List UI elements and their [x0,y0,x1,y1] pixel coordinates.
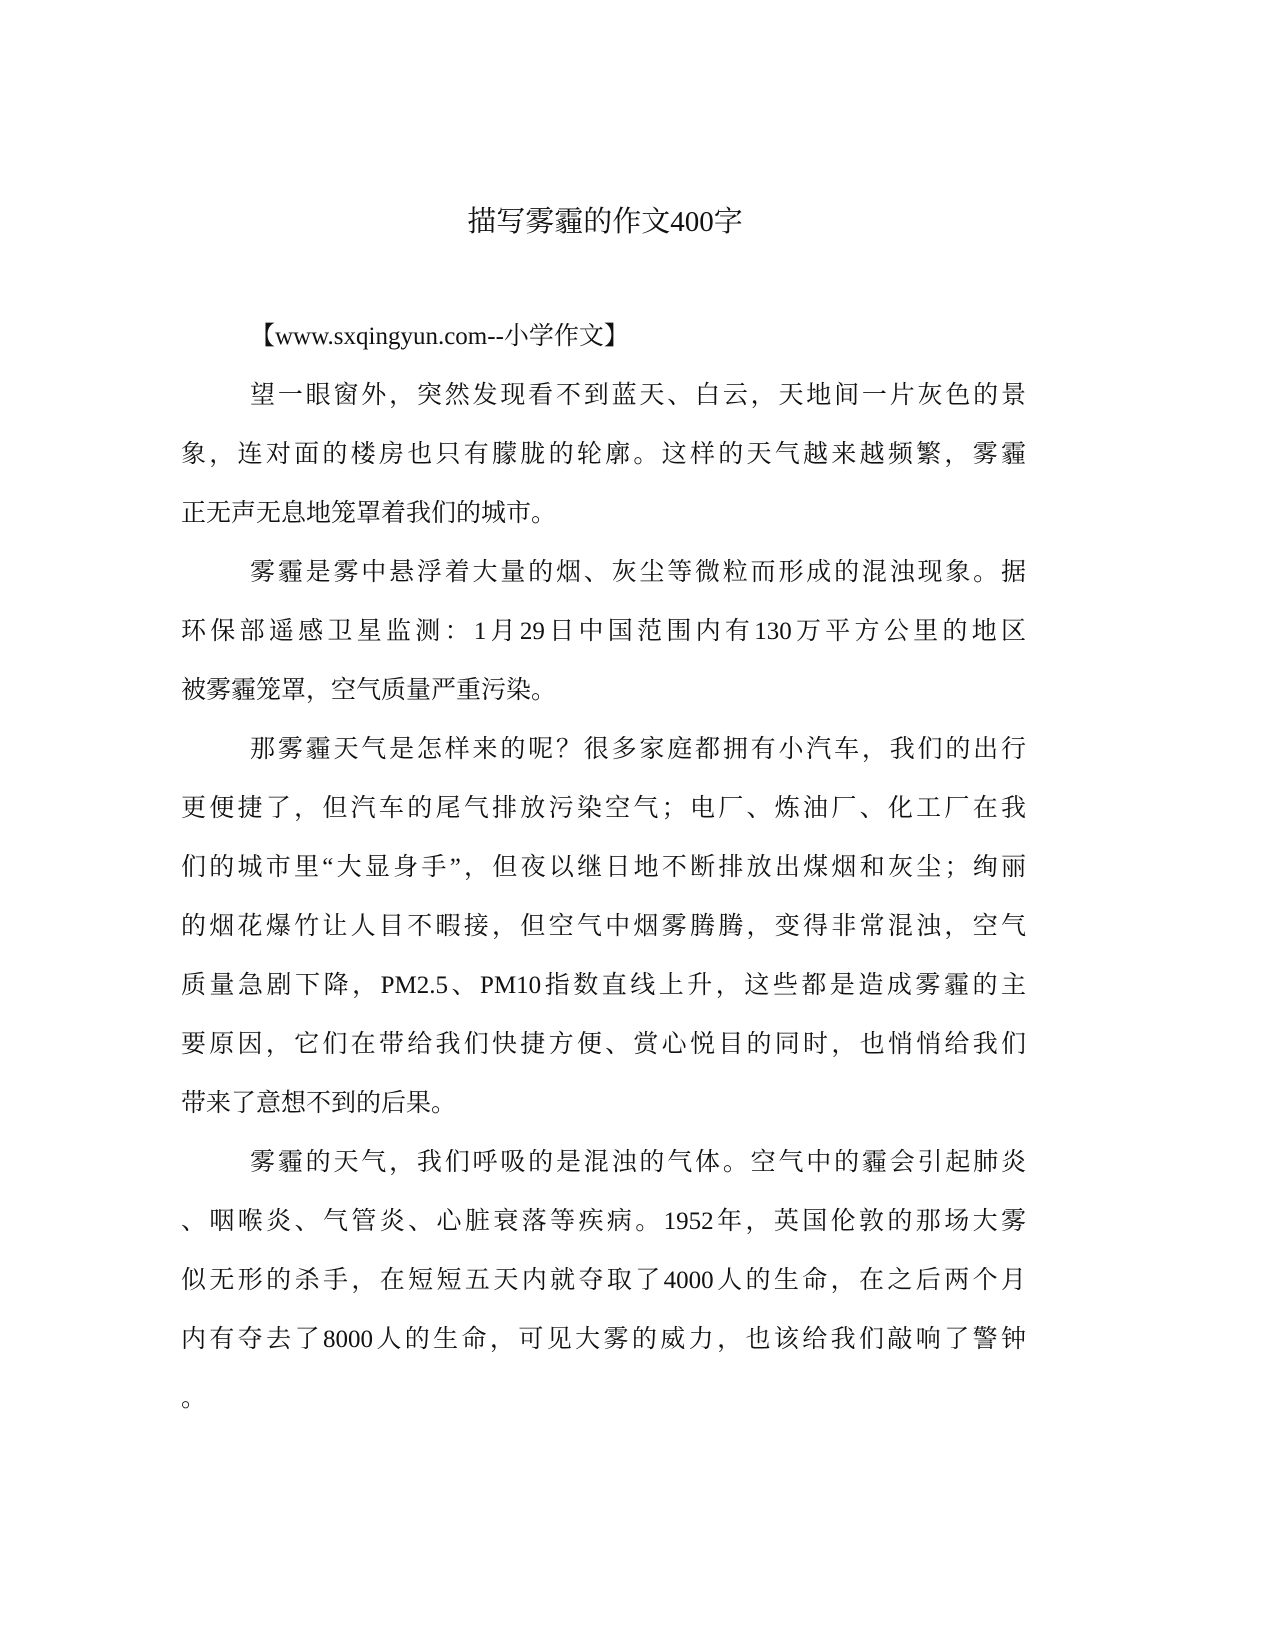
paragraph-line: 被雾霾笼罩，空气质量严重污染。 [181,677,557,704]
paragraph [181,720,1026,1133]
paragraph-line: 。 [181,1385,207,1412]
source-line: 【www.sxqingyun.com--小学作文】 [250,323,629,350]
paragraph-line: 内有夺去了8000人的生命，可见大雾的威力，也该给我们敲响了警钟 [181,1326,1026,1353]
paragraph-line: 雾霾是雾中悬浮着大量的烟、灰尘等微粒而形成的混浊现象。据 [250,559,1026,586]
paragraph-line: 象，连对面的楼房也只有朦胧的轮廓。这样的天气越来越频繁，雾霾 [181,441,1026,468]
paragraph-line: 似无形的杀手，在短短五天内就夺取了4000人的生命，在之后两个月 [181,1267,1026,1294]
paragraph-line: 带来了意想不到的后果。 [181,1090,457,1117]
paragraph-line: 正无声无息地笼罩着我们的城市。 [181,500,557,527]
document-body [181,307,1026,1428]
paragraphs [181,366,1026,1428]
paragraph [181,1133,1026,1428]
paragraph-line: 要原因，它们在带给我们快捷方便、赏心悦目的同时，也悄悄给我们 [181,1031,1026,1058]
paragraph-line: 望一眼窗外，突然发现看不到蓝天、白云，天地间一片灰色的景 [250,382,1026,409]
paragraph-line: 们的城市里“大显身手”，但夜以继日地不断排放出煤烟和灰尘；绚丽 [181,854,1026,881]
document-title: 描写雾霾的作文400字 [467,206,743,238]
paragraph-line: 更便捷了，但汽车的尾气排放污染空气；电厂、炼油厂、化工厂在我 [181,795,1026,822]
paragraph [181,366,1026,543]
paragraph-line: 的烟花爆竹让人目不暇接，但空气中烟雾腾腾，变得非常混浊，空气 [181,913,1026,940]
paragraph-line: 那雾霾天气是怎样来的呢？很多家庭都拥有小汽车，我们的出行 [250,736,1026,763]
paragraph-line: 雾霾的天气，我们呼吸的是混浊的气体。空气中的霾会引起肺炎 [250,1149,1026,1176]
paragraph-line: 、咽喉炎、气管炎、心脏衰落等疾病。1952年，英国伦敦的那场大雾 [181,1208,1026,1235]
paragraph-line: 质量急剧下降，PM2.5、PM10指数直线上升，这些都是造成雾霾的主 [181,972,1026,999]
paragraph [181,543,1026,720]
paragraph-line: 环保部遥感卫星监测：1月29日中国范围内有130万平方公里的地区 [181,618,1026,645]
